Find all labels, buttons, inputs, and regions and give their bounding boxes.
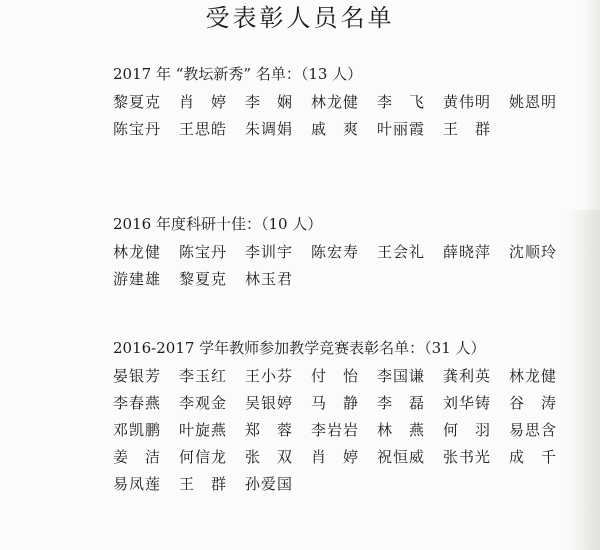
honoree-name: 李岩岩	[311, 421, 360, 439]
honoree-name: 朱调娟	[245, 120, 294, 138]
honoree-name: 李观金	[179, 394, 228, 412]
honoree-name: 林龙健	[509, 367, 558, 385]
name-list	[113, 89, 593, 143]
section-teaching-newcomers	[113, 63, 593, 143]
honoree-name: 黄伟明	[443, 93, 492, 111]
honoree-name: 王 群	[179, 475, 228, 493]
honoree-name: 陈宏寿	[311, 243, 360, 261]
name-list	[113, 363, 593, 498]
honoree-name: 沈顺玲	[509, 243, 558, 261]
honoree-name: 李训宇	[245, 243, 294, 261]
honoree-name: 吴银婷	[245, 394, 294, 412]
honoree-name: 何信龙	[179, 448, 228, 466]
honoree-name: 叶旋燕	[179, 421, 228, 439]
honoree-name: 何 羽	[443, 421, 492, 439]
honoree-name: 李春燕	[113, 394, 162, 412]
honoree-name: 邓凯鹏	[113, 421, 162, 439]
section-header: 2017 年 “教坛新秀” 名单：（13 人）	[113, 65, 363, 83]
honoree-name: 易思含	[509, 421, 558, 439]
section-header: 2016 年度科研十佳：（10 人）	[113, 215, 323, 233]
honoree-name: 肖 婷	[179, 93, 228, 111]
honoree-name: 陈宝丹	[179, 243, 228, 261]
honoree-name: 林玉君	[245, 270, 294, 288]
honoree-name: 李国谦	[377, 367, 426, 385]
honoree-name: 王小芬	[245, 367, 294, 385]
honoree-name: 叶丽霞	[377, 120, 426, 138]
document-title: 受表彰人员名单	[205, 4, 395, 32]
honoree-name: 林龙健	[113, 243, 162, 261]
section-teaching-competition	[113, 337, 593, 498]
honoree-name: 成 千	[509, 448, 558, 466]
honoree-name: 林 燕	[377, 421, 426, 439]
honoree-name: 晏银芳	[113, 367, 162, 385]
honoree-name: 王 群	[443, 120, 492, 138]
honoree-name: 祝恒威	[377, 448, 426, 466]
honoree-name: 戚 爽	[311, 120, 360, 138]
honoree-name: 马 静	[311, 394, 360, 412]
honoree-name: 龚利英	[443, 367, 492, 385]
honoree-name: 姚恩明	[509, 93, 558, 111]
honoree-name: 付 怡	[311, 367, 360, 385]
honoree-name: 黎夏克	[179, 270, 228, 288]
honoree-name: 黎夏克	[113, 93, 162, 111]
honoree-name: 李 娴	[245, 93, 294, 111]
honoree-name: 肖 婷	[311, 448, 360, 466]
honoree-name: 张书光	[443, 448, 492, 466]
honoree-name: 薛晓萍	[443, 243, 492, 261]
honoree-name: 陈宝丹	[113, 120, 162, 138]
honoree-name: 王思皓	[179, 120, 228, 138]
honoree-name: 李 飞	[377, 93, 426, 111]
honoree-name: 郑 蓉	[245, 421, 294, 439]
honoree-name: 李 磊	[377, 394, 426, 412]
honoree-name: 易凤莲	[113, 475, 162, 493]
honoree-name: 谷 涛	[509, 394, 558, 412]
honoree-name: 张 双	[245, 448, 294, 466]
honoree-name: 孙爱国	[245, 475, 294, 493]
section-research-top-ten	[113, 213, 593, 293]
honoree-name: 王会礼	[377, 243, 426, 261]
honoree-name: 游建雄	[113, 270, 162, 288]
honoree-name: 李玉红	[179, 367, 228, 385]
honoree-name: 林龙健	[311, 93, 360, 111]
honoree-name: 刘华铸	[443, 394, 492, 412]
name-list	[113, 239, 593, 293]
honoree-name: 姜 洁	[113, 448, 162, 466]
section-header: 2016-2017 学年教师参加教学竞赛表彰名单：（31 人）	[113, 339, 486, 357]
